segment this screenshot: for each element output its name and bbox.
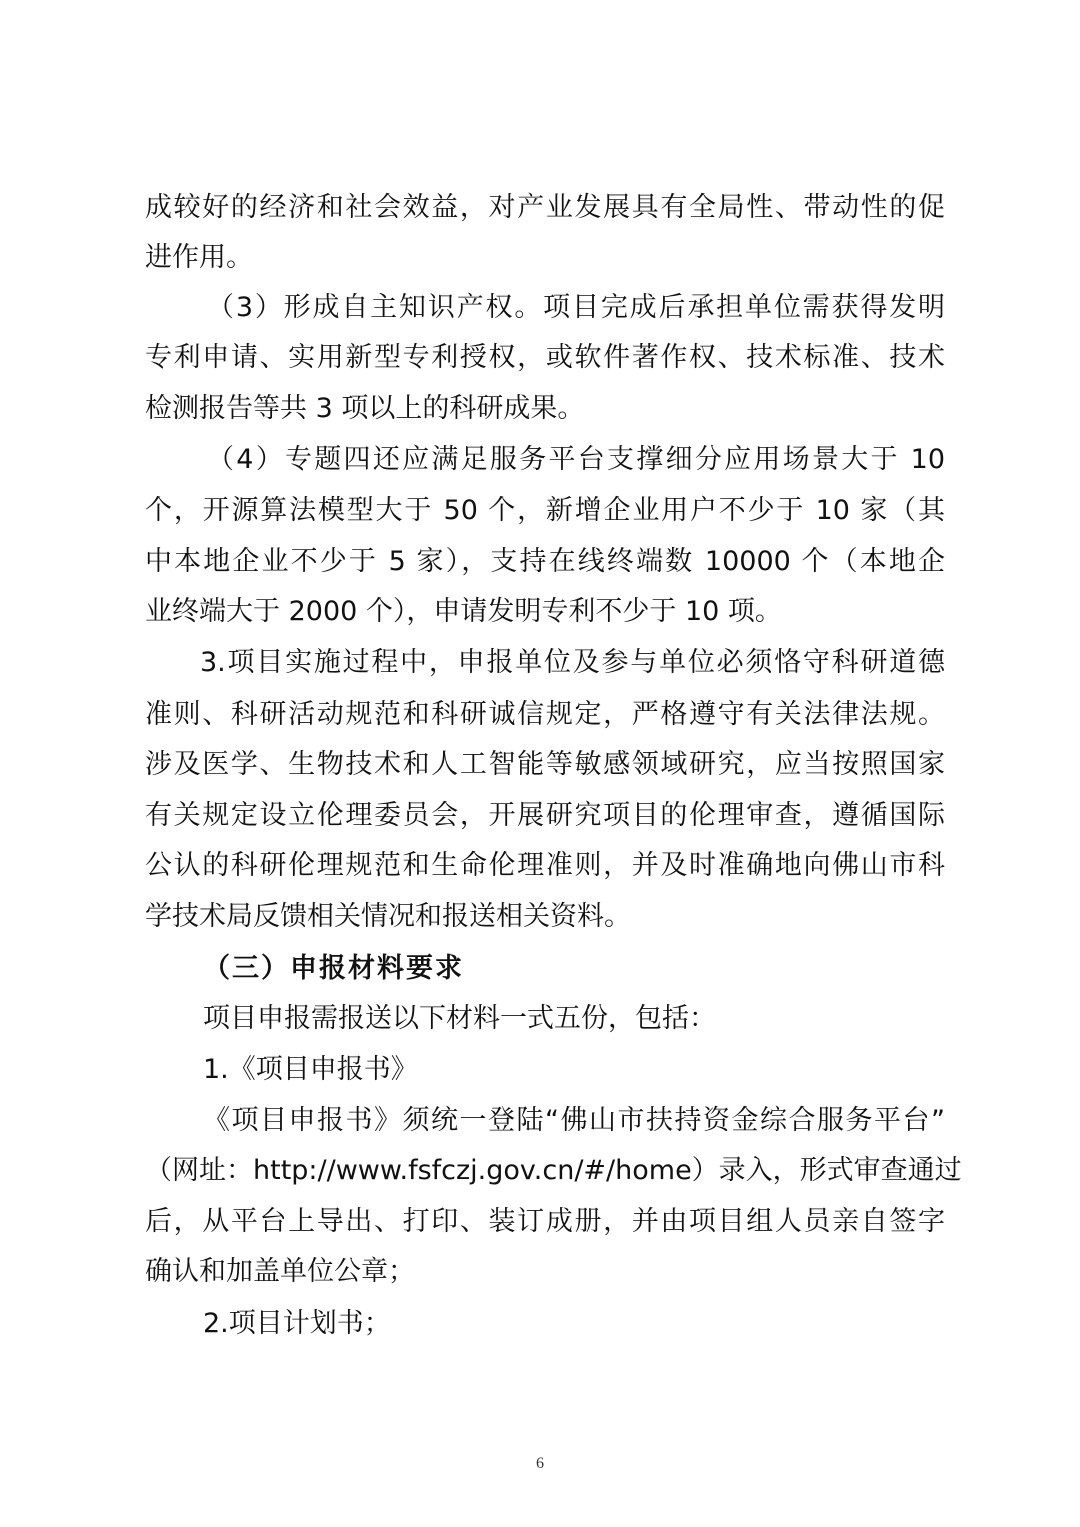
text-line: （3）形成自主知识产权。项目完成后承担单位需获得发明 [207,292,945,323]
text-line: 成较好的经济和社会效益，对产业发展具有全局性、带动性的促 [145,192,945,223]
page-number: 6 [536,1455,544,1472]
text-line: 后，从平台上导出、打印、装订成册，并由项目组人员亲自签字 [145,1206,945,1237]
text-line: 2.项目计划书； [203,1308,391,1339]
section-heading: （三）申报材料要求 [203,953,464,984]
text-line: 中本地企业不少于 5 家），支持在线终端数 10000 个（本地企 [145,546,945,577]
text-line: 确认和加盖单位公章； [145,1256,415,1287]
text-line: 3.项目实施过程中，申报单位及参与单位必须恪守科研道德 [200,647,945,678]
text-line: 业终端大于 2000 个），申请发明专利不少于 10 项。 [145,596,782,627]
text-line: 个，开源算法模型大于 50 个，新增企业用户不少于 10 家（其 [145,495,945,526]
text-line: （网址：http://www.fsfczj.gov.cn/#/home）录入，形式审查通过 [145,1155,962,1186]
text-line: 进作用。 [145,242,253,273]
text-line: 公认的科研伦理规范和生命伦理准则，并及时准确地向佛山市科 [145,850,945,881]
text-line: （4）专题四还应满足服务平台支撑细分应用场景大于 10 [207,444,945,475]
text-line: 准则、科研活动规范和科研诚信规定，严格遵守有关法律法规。 [145,699,945,730]
text-line: 1.《项目申报书》 [203,1054,418,1085]
text-line: 有关规定设立伦理委员会，开展研究项目的伦理审查，遵循国际 [145,800,945,831]
text-line: 《项目申报书》须统一登陆“佛山市扶持资金综合服务平台” [203,1105,945,1136]
text-line: 检测报告等共 3 项以上的科研成果。 [145,393,585,424]
text-line: 专利申请、实用新型专利授权，或软件著作权、技术标准、技术 [145,342,945,373]
text-line: 项目申报需报送以下材料一式五份，包括： [203,1003,716,1034]
text-line: 学技术局反馈相关情况和报送相关资料。 [145,901,631,932]
text-line: 涉及医学、生物技术和人工智能等敏感领域研究，应当按照国家 [145,749,945,780]
